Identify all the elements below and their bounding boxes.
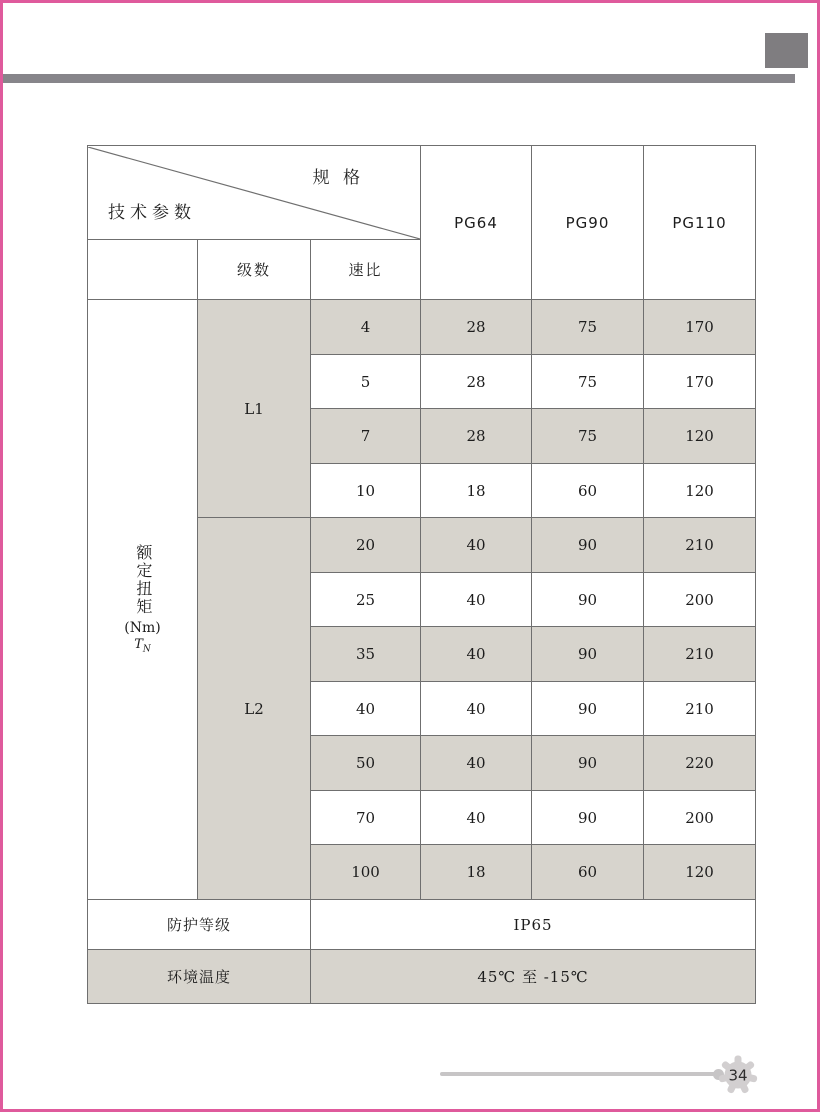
protection-label-cell: 防护等级 (88, 900, 311, 950)
spec-label: 规 格 (312, 167, 365, 188)
ratio-cell: 70 (311, 791, 421, 845)
ratio-cell: 50 (311, 736, 421, 791)
page-number: 34 (728, 1066, 748, 1085)
pg64-value: 40 (421, 627, 532, 682)
pg64-value: 28 (421, 355, 532, 409)
torque-symbol: $T_N$ (134, 637, 151, 655)
gear-icon (717, 1054, 759, 1096)
pg90-value: 60 (532, 845, 644, 900)
pg110-value: 200 (644, 791, 756, 845)
ratio-cell: 5 (311, 355, 421, 409)
ratio-cell: 7 (311, 409, 421, 464)
ratio-header: 速比 (311, 240, 421, 300)
ratio-cell: 10 (311, 464, 421, 518)
col-header-pg90: PG90 (532, 146, 644, 300)
group-cell-l1: L1 (198, 300, 311, 518)
footer-rule (440, 1072, 716, 1076)
empty-subheader-cell (88, 240, 198, 300)
pg110-value: 200 (644, 573, 756, 627)
pg90-value: 90 (532, 573, 644, 627)
pg90-value: 75 (532, 300, 644, 355)
table-row (88, 300, 756, 355)
pg64-value: 18 (421, 464, 532, 518)
protection-row (88, 900, 756, 950)
ratio-cell: 35 (311, 627, 421, 682)
group-cell-l2: L2 (198, 518, 311, 900)
spec-table (87, 145, 756, 1004)
protection-value-cell: IP65 (311, 900, 756, 950)
pg110-value: 210 (644, 682, 756, 736)
pg90-value: 60 (532, 464, 644, 518)
pg90-value: 90 (532, 627, 644, 682)
header-gray-square (765, 33, 808, 68)
pg110-value: 170 (644, 355, 756, 409)
pg64-value: 28 (421, 409, 532, 464)
pg110-value: 120 (644, 409, 756, 464)
pg64-value: 18 (421, 845, 532, 900)
pg110-value: 170 (644, 300, 756, 355)
pg90-value: 90 (532, 736, 644, 791)
ratio-cell: 4 (311, 300, 421, 355)
pg90-value: 90 (532, 518, 644, 573)
pg110-value: 120 (644, 845, 756, 900)
torque-label-cell (88, 300, 198, 900)
pg64-value: 28 (421, 300, 532, 355)
stages-header: 级数 (198, 240, 311, 300)
pg64-value: 40 (421, 518, 532, 573)
temperature-value-cell: 45℃ 至 -15℃ (311, 950, 756, 1004)
pg64-value: 40 (421, 682, 532, 736)
pg90-value: 90 (532, 682, 644, 736)
pg64-value: 40 (421, 573, 532, 627)
torque-unit: (Nm) (124, 620, 161, 637)
pg90-value: 75 (532, 355, 644, 409)
ratio-cell: 20 (311, 518, 421, 573)
params-label: 技术参数 (108, 202, 196, 223)
pg110-value: 120 (644, 464, 756, 518)
col-header-pg64: PG64 (421, 146, 532, 300)
diagonal-line (88, 147, 420, 239)
ratio-cell: 25 (311, 573, 421, 627)
pg110-value: 220 (644, 736, 756, 791)
header-gray-bar (3, 74, 795, 83)
ratio-cell: 40 (311, 682, 421, 736)
pg90-value: 75 (532, 409, 644, 464)
temperature-row (88, 950, 756, 1004)
pg110-value: 210 (644, 627, 756, 682)
corner-cell (88, 146, 421, 240)
ratio-cell: 100 (311, 845, 421, 900)
col-header-pg110: PG110 (644, 146, 756, 300)
pg90-value: 90 (532, 791, 644, 845)
pg110-value: 210 (644, 518, 756, 573)
temperature-label-cell: 环境温度 (88, 950, 311, 1004)
pg64-value: 40 (421, 736, 532, 791)
pg64-value: 40 (421, 791, 532, 845)
torque-label: 额定扭矩 (133, 544, 153, 617)
header-row-1 (88, 146, 756, 240)
